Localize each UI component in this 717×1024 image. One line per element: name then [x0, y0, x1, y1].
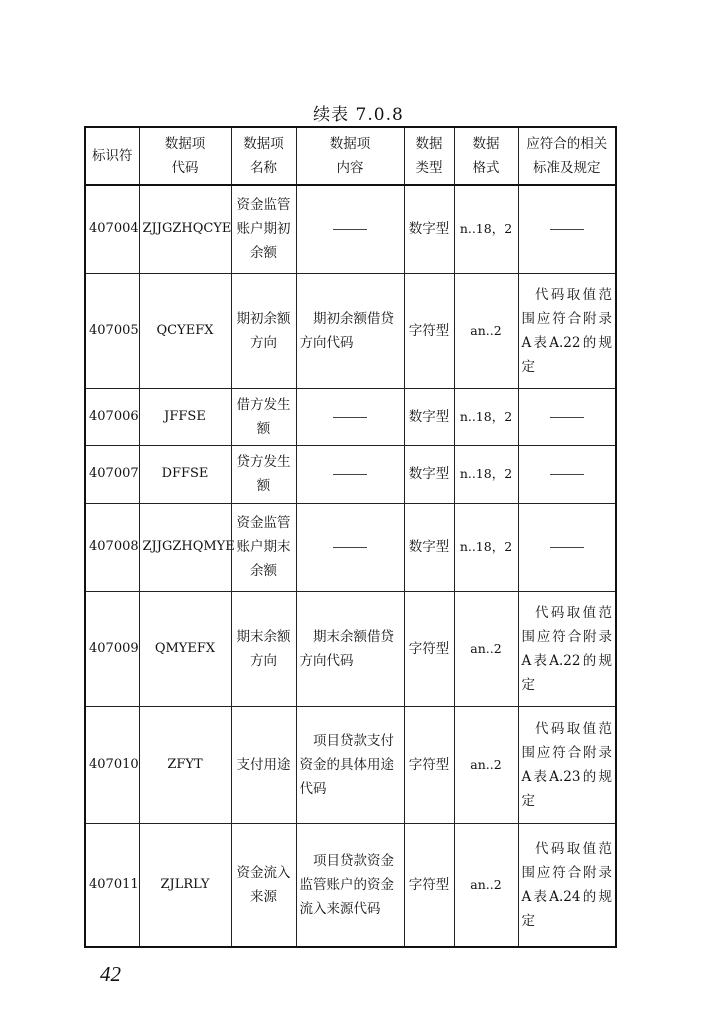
cell-format: an..2	[454, 591, 518, 706]
cell-type: 数字型	[404, 388, 454, 445]
cell-format: n..18，2	[454, 445, 518, 503]
cell-code: ZFYT	[139, 706, 231, 823]
cell-identifier: 407005	[85, 273, 139, 388]
table-row	[85, 591, 616, 706]
cell-name: 资金监管账户期初余额	[231, 185, 296, 273]
cell-type: 数字型	[404, 503, 454, 591]
cell-content-dash	[296, 185, 404, 273]
cell-identifier: 407011	[85, 823, 139, 947]
cell-identifier: 407010	[85, 706, 139, 823]
cell-standard: 代码取值范围应符合附录A表A.24的规定	[518, 823, 616, 947]
table-row	[85, 503, 616, 591]
dash-mark	[550, 547, 584, 548]
page-number: 42	[100, 962, 121, 986]
table-row	[85, 823, 616, 947]
dash-mark	[333, 229, 367, 230]
cell-identifier: 407007	[85, 445, 139, 503]
cell-content: 期初余额借贷方向代码	[296, 273, 404, 388]
cell-standard: 代码取值范围应符合附录A表A.23的规定	[518, 706, 616, 823]
cell-content: 项目贷款资金监管账户的资金流入来源代码	[296, 823, 404, 947]
cell-format: n..18，2	[454, 185, 518, 273]
dash-mark	[550, 474, 584, 475]
cell-standard-dash	[518, 503, 616, 591]
cell-code: DFFSE	[139, 445, 231, 503]
cell-standard: 代码取值范围应符合附录A表A.22的规定	[518, 273, 616, 388]
cell-name: 支付用途	[231, 706, 296, 823]
header-identifier: 标识符	[85, 127, 139, 185]
table-row	[85, 273, 616, 388]
cell-type: 字符型	[404, 273, 454, 388]
table-row	[85, 185, 616, 273]
cell-content: 期末余额借贷方向代码	[296, 591, 404, 706]
table-caption: 续表 7.0.8	[313, 105, 404, 125]
cell-identifier: 407006	[85, 388, 139, 445]
cell-code: ZJJGZHQMYE	[139, 503, 231, 591]
dash-mark	[550, 417, 584, 418]
header-data-type: 数据 类型	[404, 127, 454, 185]
cell-format: an..2	[454, 823, 518, 947]
cell-standard-dash	[518, 185, 616, 273]
table-row	[85, 706, 616, 823]
cell-code: JFFSE	[139, 388, 231, 445]
cell-code: ZJLRLY	[139, 823, 231, 947]
table-header-row	[85, 127, 616, 185]
cell-name: 资金流入来源	[231, 823, 296, 947]
cell-content-dash	[296, 503, 404, 591]
cell-type: 数字型	[404, 445, 454, 503]
cell-format: an..2	[454, 273, 518, 388]
dash-mark	[333, 474, 367, 475]
data-spec-table	[84, 126, 617, 948]
cell-name: 期末余额方向	[231, 591, 296, 706]
table-row	[85, 388, 616, 445]
dash-mark	[333, 417, 367, 418]
table-row	[85, 445, 616, 503]
cell-standard-dash	[518, 388, 616, 445]
cell-format: an..2	[454, 706, 518, 823]
cell-format: n..18，2	[454, 503, 518, 591]
cell-standard-dash	[518, 445, 616, 503]
cell-identifier: 407008	[85, 503, 139, 591]
header-item-name: 数据项 名称	[231, 127, 296, 185]
cell-identifier: 407009	[85, 591, 139, 706]
header-item-code: 数据项 代码	[139, 127, 231, 185]
header-standards: 应符合的相关 标准及规定	[518, 127, 616, 185]
cell-content-dash	[296, 445, 404, 503]
cell-code: ZJJGZHQCYE	[139, 185, 231, 273]
cell-type: 字符型	[404, 591, 454, 706]
cell-type: 数字型	[404, 185, 454, 273]
header-data-format: 数据 格式	[454, 127, 518, 185]
cell-name: 贷方发生额	[231, 445, 296, 503]
cell-name: 期初余额方向	[231, 273, 296, 388]
dash-mark	[550, 229, 584, 230]
dash-mark	[333, 547, 367, 548]
cell-content: 项目贷款支付资金的具体用途代码	[296, 706, 404, 823]
cell-type: 字符型	[404, 706, 454, 823]
cell-name: 借方发生额	[231, 388, 296, 445]
cell-code: QMYEFX	[139, 591, 231, 706]
cell-content-dash	[296, 388, 404, 445]
cell-type: 字符型	[404, 823, 454, 947]
cell-code: QCYEFX	[139, 273, 231, 388]
header-item-content: 数据项 内容	[296, 127, 404, 185]
cell-format: n..18，2	[454, 388, 518, 445]
cell-name: 资金监管账户期末余额	[231, 503, 296, 591]
cell-standard: 代码取值范围应符合附录A表A.22的规定	[518, 591, 616, 706]
cell-identifier: 407004	[85, 185, 139, 273]
